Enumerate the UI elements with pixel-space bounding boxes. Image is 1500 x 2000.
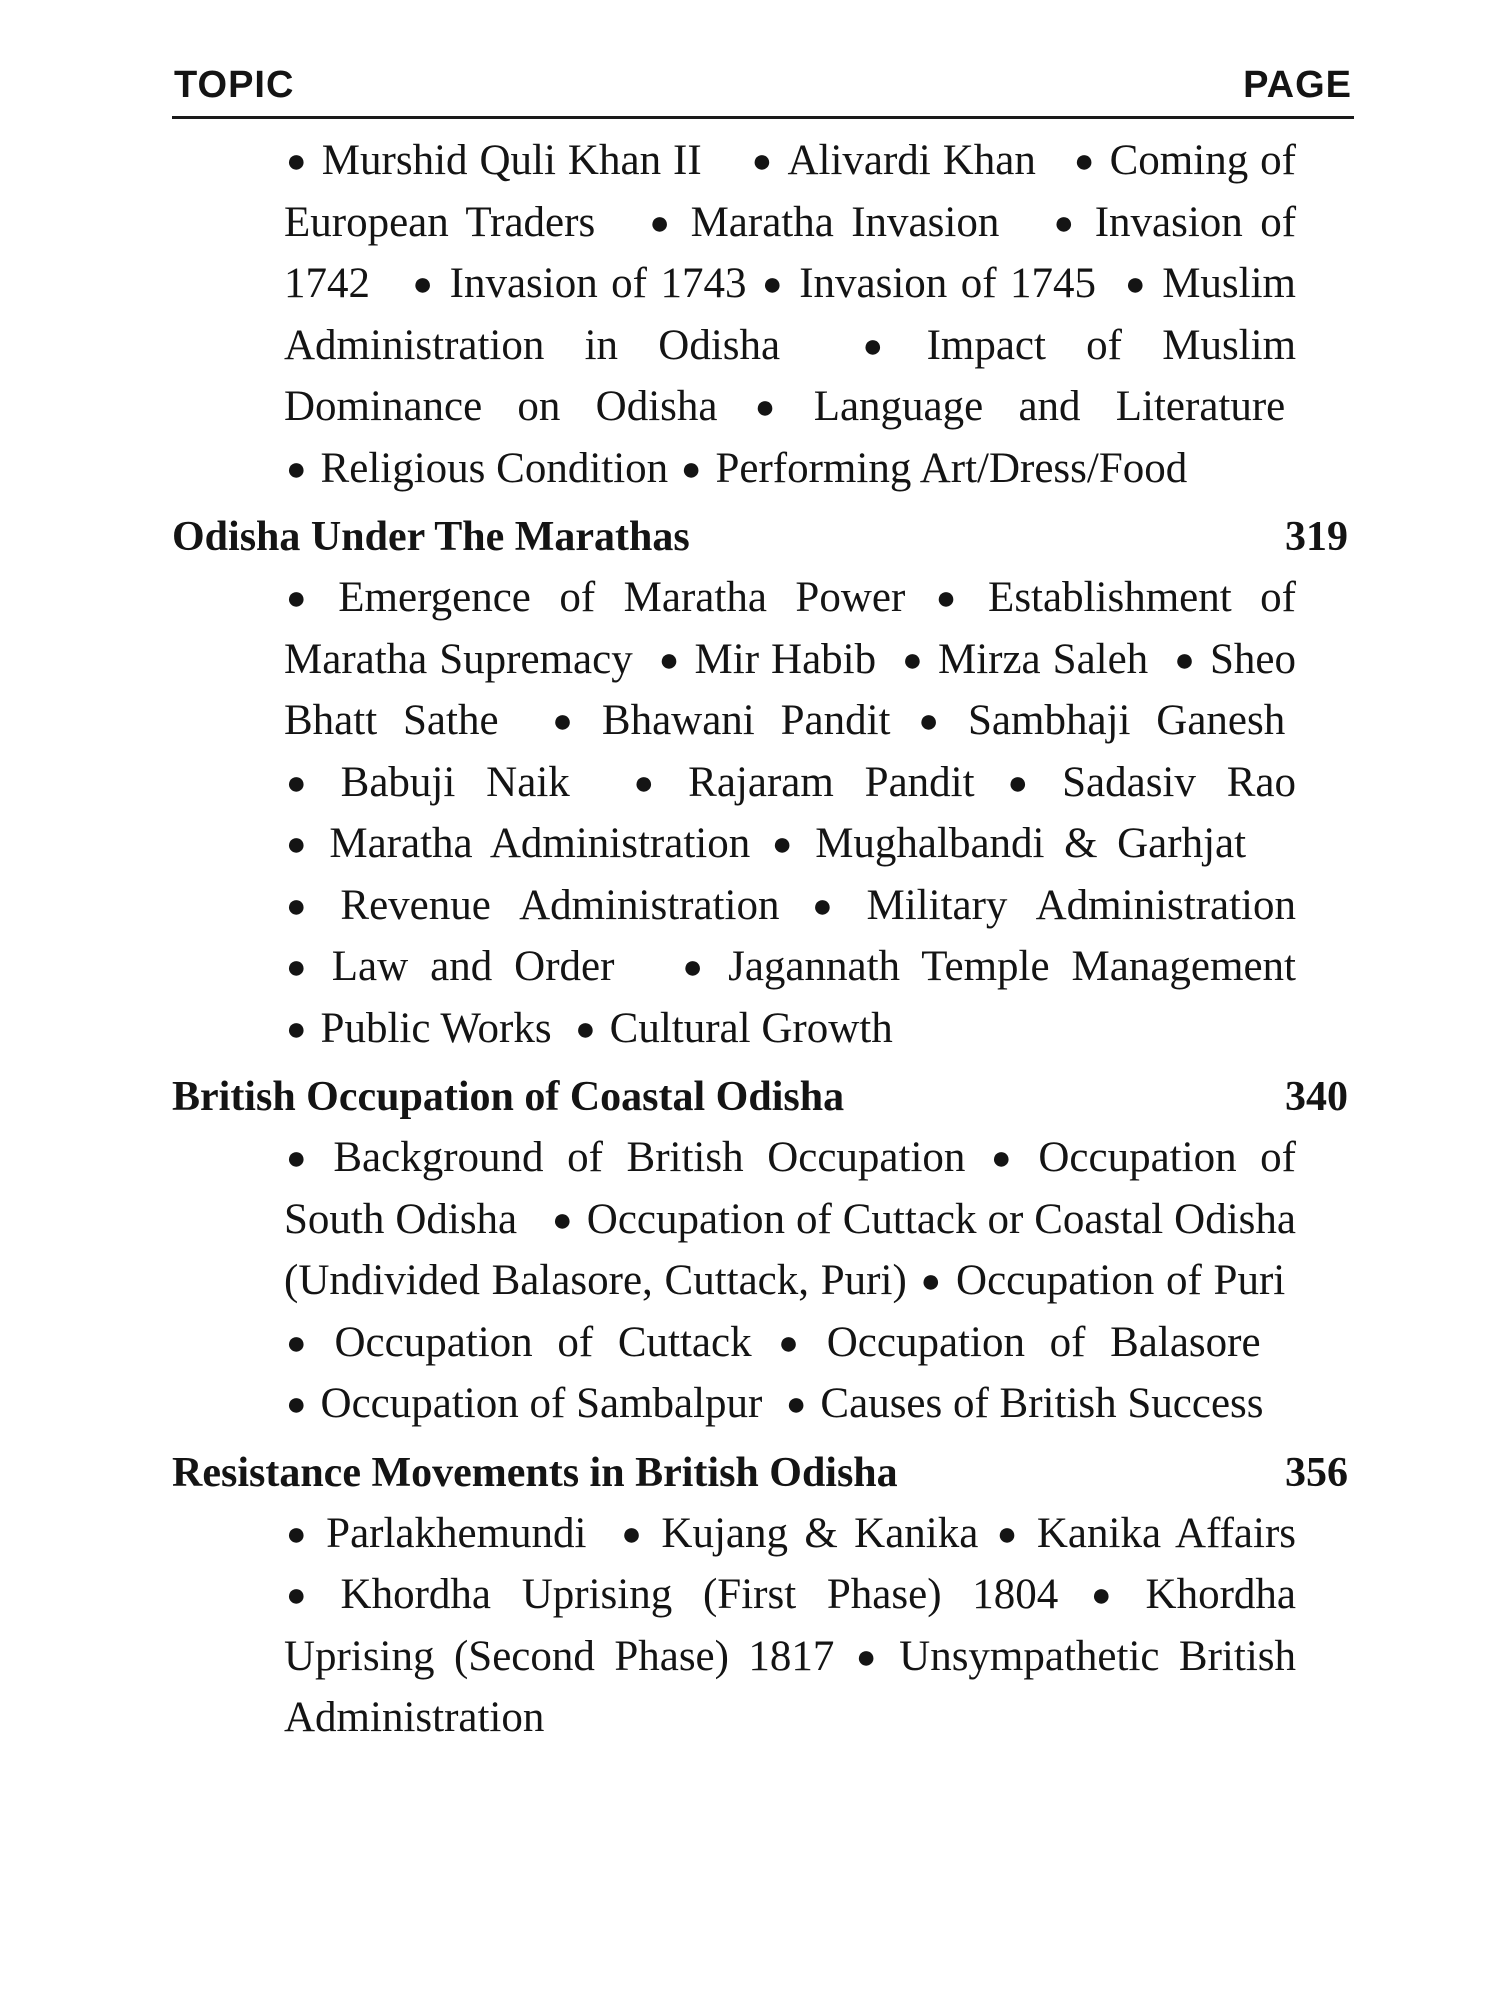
bullet-icon: ●: [286, 826, 316, 863]
topic-item: ● Cultural Growth: [575, 1004, 893, 1052]
topic-item: ● Establishment of Maratha Supremacy: [284, 574, 1296, 683]
bullet-icon: ●: [682, 949, 715, 986]
bullet-icon: ●: [658, 641, 681, 679]
topic-item: ● Mughalbandi & Garhjat: [771, 820, 1247, 867]
bullet-icon: ●: [1007, 764, 1049, 802]
section-title: Odisha Under The Marathas: [172, 514, 690, 560]
bullet-icon: ●: [920, 1263, 943, 1300]
bullet-icon: ●: [771, 826, 802, 863]
topic-item: ● Law and Order: [286, 943, 615, 990]
topic-item: ● Military Administration: [812, 881, 1297, 929]
section-marathas: [172, 506, 1354, 1060]
topic-item: ● Performing Art/Dress/Food: [680, 444, 1188, 492]
bullet-icon: ●: [902, 641, 924, 679]
bullet-icon: ●: [286, 1515, 313, 1553]
bullet-icon: ●: [286, 764, 327, 802]
bullet-icon: ●: [918, 703, 954, 740]
topic-item: ● Bhawani Pandit: [552, 697, 891, 744]
section-heading: [172, 1066, 1354, 1128]
topic-item: ● Murshid Quli Khan II: [286, 137, 702, 184]
topic-item: ● Maratha Administration: [286, 820, 751, 867]
bullet-icon: ●: [991, 1140, 1025, 1177]
topic-item: ● Occupation of Cuttack: [286, 1318, 752, 1366]
topic-item: ● Unsympathetic British Administration: [284, 1632, 1297, 1741]
topic-item: ● Jagannath Temple Management: [682, 943, 1296, 990]
section-page-number: 319: [1285, 514, 1348, 560]
topic-item: ● Occupation of Sambalpur: [286, 1380, 763, 1427]
bullet-icon: ●: [812, 887, 853, 925]
contents-page: [172, 60, 1354, 1755]
bullet-icon: ●: [1091, 1577, 1132, 1614]
topic-item: ● Kanika Affairs: [996, 1509, 1297, 1557]
section-items: [284, 131, 1296, 500]
topic-item: ● Sadasiv Rao: [1007, 758, 1297, 806]
bullet-icon: ●: [286, 1324, 321, 1362]
topic-item: ● Public Works: [286, 1004, 552, 1052]
bullet-icon: ●: [286, 1386, 307, 1423]
topic-item: ● Background of British Occupation: [286, 1134, 966, 1181]
bullet-icon: ●: [855, 1638, 886, 1676]
section-british-occupation: [172, 1066, 1354, 1436]
topic-column-label: TOPIC: [174, 64, 295, 106]
bullet-icon: ●: [286, 1140, 320, 1177]
bullet-icon: ●: [680, 450, 702, 488]
topic-item: ● Sheo Bhatt Sathe: [284, 635, 1297, 744]
bullet-icon: ●: [552, 1201, 573, 1239]
section-resistance: [172, 1442, 1354, 1749]
bullet-icon: ●: [1073, 143, 1096, 180]
bullet-icon: ●: [1124, 266, 1149, 303]
bullet-icon: ●: [286, 580, 325, 617]
topic-item: ● Khordha Uprising (Second Phase) 1817: [284, 1571, 1297, 1680]
section-heading: [172, 506, 1354, 568]
bullet-icon: ●: [754, 389, 800, 426]
topic-item: ● Mirza Saleh: [902, 635, 1149, 683]
bullet-icon: ●: [286, 1577, 327, 1614]
topic-item: ● Invasion of 1742: [284, 198, 1297, 307]
topic-item: ● Religious Condition: [286, 444, 669, 492]
topic-item: ● Babuji Naik: [286, 758, 570, 806]
bullet-icon: ●: [761, 266, 786, 303]
topic-item: ● Occupation of Puri: [920, 1257, 1286, 1304]
bullet-icon: ●: [996, 1515, 1023, 1553]
bullet-icon: ●: [412, 266, 436, 303]
topic-item: ● Alivardi Khan: [751, 137, 1036, 184]
bullet-icon: ●: [286, 1010, 307, 1048]
bullet-icon: ●: [1053, 204, 1081, 242]
topic-item: ● Language and Literature: [754, 383, 1286, 430]
topic-item: ● Mir Habib: [658, 635, 877, 683]
topic-item: ● Kujang & Kanika: [621, 1509, 979, 1557]
bullet-icon: ●: [935, 580, 975, 617]
section-page-number: 340: [1285, 1074, 1348, 1120]
section-continuation: [172, 131, 1354, 500]
bullet-icon: ●: [633, 764, 675, 802]
section-heading: [172, 1442, 1354, 1504]
topic-item: ● Parlakhemundi: [286, 1509, 587, 1557]
topic-item: ● Emergence of Maratha Power: [286, 574, 906, 621]
section-items: [284, 1504, 1296, 1749]
topic-item: ● Coming of European Traders: [284, 137, 1297, 246]
topic-item: ● Rajaram Pandit: [633, 758, 975, 806]
topic-item: ● Maratha Invasion: [649, 198, 1000, 246]
section-title: British Occupation of Coastal Odisha: [172, 1074, 845, 1120]
topic-item: ● Khordha Uprising (First Phase) 1804: [286, 1571, 1059, 1618]
topic-item: ● Invasion of 1745: [761, 260, 1097, 307]
topic-item: ● Impact of Muslim Dominance on Odisha: [284, 321, 1297, 430]
topic-item: ● Muslim Administration in Odisha: [284, 260, 1296, 369]
bullet-icon: ●: [649, 204, 677, 242]
topic-item: ● Occupation of South Odisha: [284, 1134, 1296, 1243]
page-column-label: PAGE: [1243, 64, 1352, 106]
topic-item: ● Causes of British Success: [785, 1380, 1264, 1427]
bullet-icon: ●: [286, 450, 307, 488]
topic-item: ● Invasion of 1743: [412, 260, 747, 307]
topic-item: ● Revenue Administration: [286, 881, 780, 929]
contents-header: [172, 60, 1354, 119]
bullet-icon: ●: [621, 1515, 648, 1553]
bullet-icon: ●: [751, 143, 774, 180]
bullet-icon: ●: [286, 143, 308, 180]
section-items: [284, 1128, 1296, 1436]
bullet-icon: ●: [1174, 641, 1197, 679]
bullet-icon: ●: [552, 703, 588, 740]
topic-item: ● Occupation of Cuttack or Coastal Odisha (Undivided Balasore, Cuttack, Puri): [284, 1195, 1296, 1304]
section-page-number: 356: [1285, 1449, 1348, 1496]
section-items: [284, 568, 1296, 1060]
bullet-icon: ●: [286, 949, 318, 986]
bullet-icon: ●: [575, 1010, 596, 1048]
section-title: Resistance Movements in British Odisha: [172, 1449, 898, 1496]
bullet-icon: ●: [862, 327, 913, 365]
bullet-icon: ●: [785, 1386, 807, 1423]
bullet-icon: ●: [286, 887, 327, 925]
topic-item: ● Occupation of Balasore: [778, 1318, 1261, 1366]
bullet-icon: ●: [778, 1324, 813, 1362]
topic-item: ● Sambhaji Ganesh: [918, 697, 1286, 744]
